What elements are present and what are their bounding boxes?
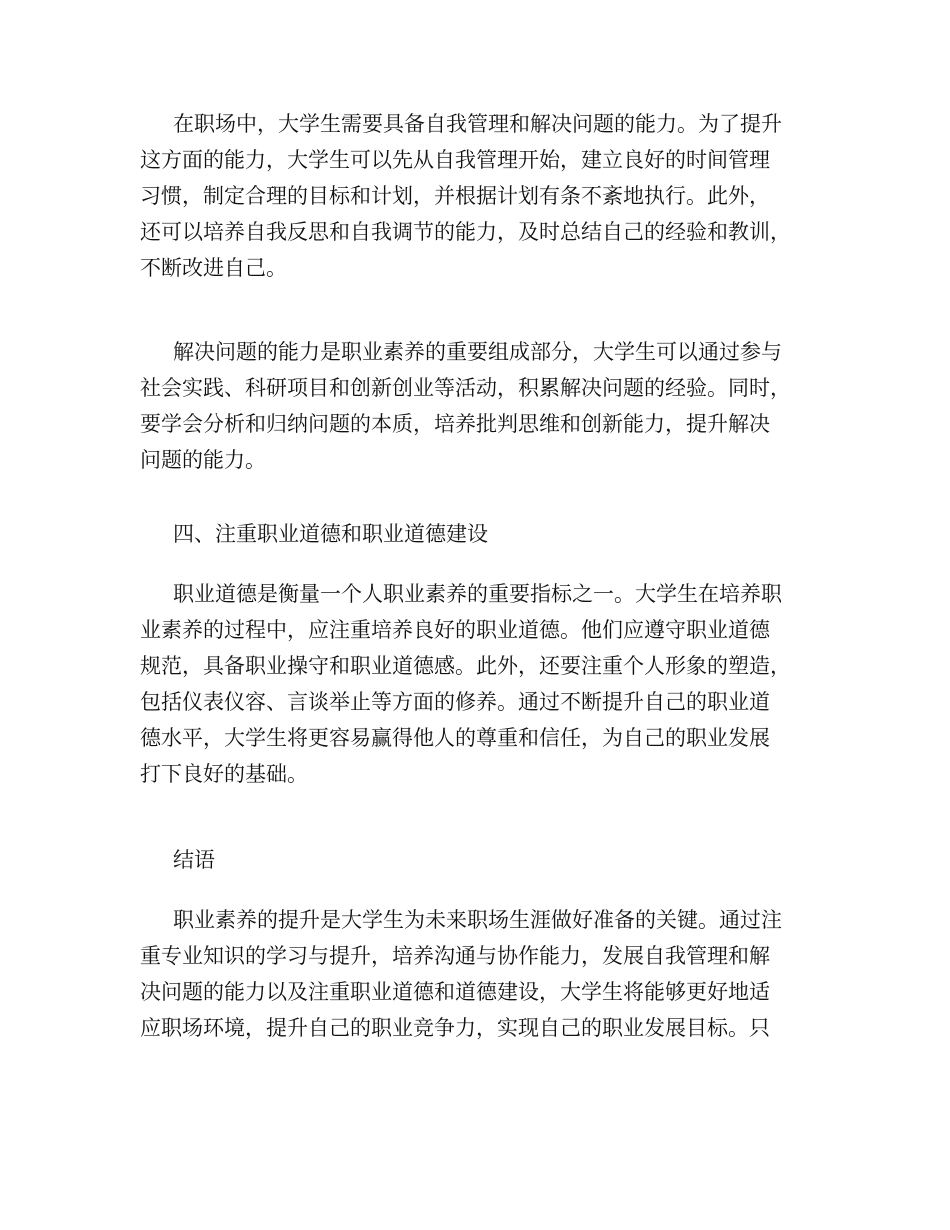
paragraph-3-line-5: 德水平，大学生将更容易赢得他人的尊重和信任，为自己的职业发展 bbox=[140, 726, 770, 750]
paragraph-1-line-4: 还可以培养自我反思和自我调节的能力，及时总结自己的经验和教训， bbox=[140, 220, 791, 244]
paragraph-4-line-1: 职业素养的提升是大学生为未来职场生涯做好准备的关键。通过注 bbox=[173, 908, 782, 932]
paragraph-2-line-4: 问题的能力。 bbox=[140, 448, 266, 472]
paragraph-4-line-4: 应职场环境，提升自己的职业竞争力，实现自己的职业发展目标。只 bbox=[140, 1016, 770, 1040]
paragraph-3-line-2: 业素养的过程中，应注重培养良好的职业道德。他们应遵守职业道德 bbox=[140, 618, 770, 642]
paragraph-3-line-6: 打下良好的基础。 bbox=[140, 762, 308, 786]
paragraph-1-line-2: 这方面的能力，大学生可以先从自我管理开始，建立良好的时间管理 bbox=[140, 148, 770, 172]
paragraph-1-line-1: 在职场中，大学生需要具备自我管理和解决问题的能力。为了提升 bbox=[173, 112, 782, 136]
paragraph-2-line-1: 解决问题的能力是职业素养的重要组成部分，大学生可以通过参与 bbox=[173, 340, 782, 364]
paragraph-1-line-5: 不断改进自己。 bbox=[140, 256, 287, 280]
paragraph-2-line-3: 要学会分析和归纳问题的本质，培养批判思维和创新能力，提升解决 bbox=[140, 412, 770, 436]
paragraph-4-line-2: 重专业知识的学习与提升，培养沟通与协作能力，发展自我管理和解 bbox=[140, 944, 770, 968]
paragraph-3-line-3: 规范，具备职业操守和职业道德感。此外，还要注重个人形象的塑造， bbox=[140, 654, 791, 678]
paragraph-4-line-3: 决问题的能力以及注重职业道德和道德建设，大学生将能够更好地适 bbox=[140, 980, 770, 1004]
paragraph-2-line-2: 社会实践、科研项目和创新创业等活动，积累解决问题的经验。同时， bbox=[140, 376, 791, 400]
paragraph-1-line-3: 习惯，制定合理的目标和计划，并根据计划有条不紊地执行。此外， bbox=[140, 184, 770, 208]
section-heading-four: 四、注重职业道德和职业道德建设 bbox=[173, 522, 488, 546]
paragraph-3-line-1: 职业道德是衡量一个人职业素养的重要指标之一。大学生在培养职 bbox=[173, 582, 782, 606]
conclusion-heading: 结语 bbox=[173, 848, 215, 872]
paragraph-3-line-4: 包括仪表仪容、言谈举止等方面的修养。通过不断提升自己的职业道 bbox=[140, 690, 770, 714]
